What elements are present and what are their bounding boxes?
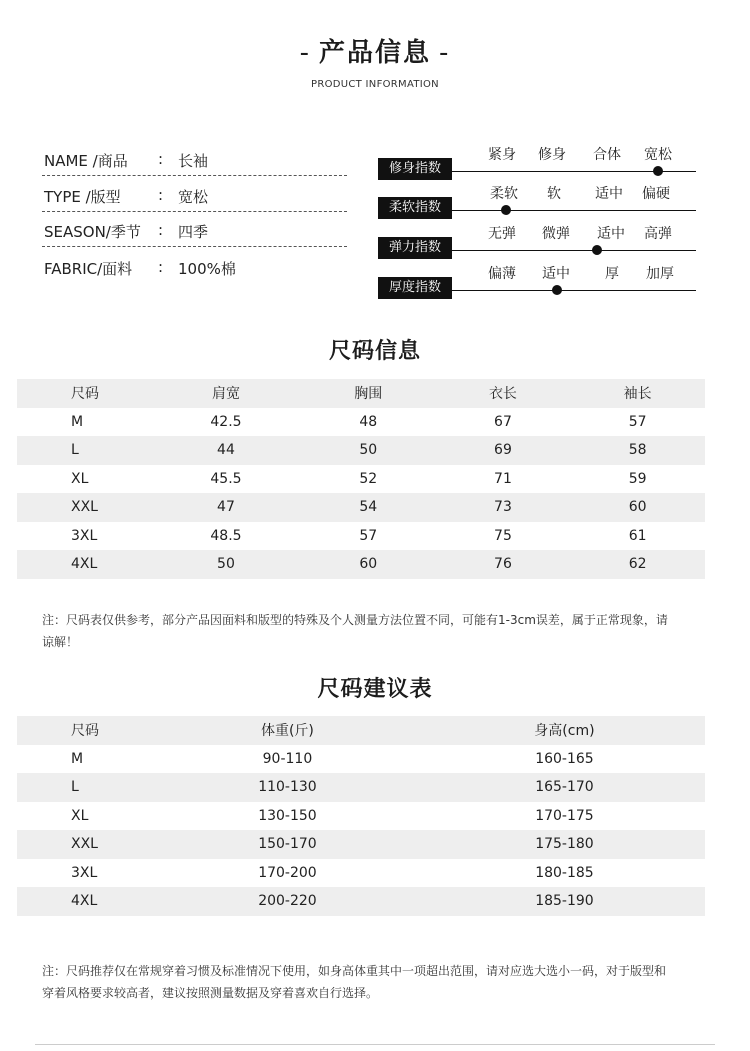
spec-label: SEASON/季节 — [44, 223, 141, 241]
spec-colon: : — [158, 186, 164, 204]
table-cell: 59 — [570, 465, 705, 494]
index-option: 微弹 — [542, 226, 570, 242]
table-header-cell: 尺码 — [17, 716, 151, 745]
table-cell: L — [17, 436, 151, 465]
index-label: 修身指数 — [378, 158, 452, 180]
index-option: 软 — [547, 186, 561, 202]
table-row — [17, 493, 705, 522]
index-selected-dot — [653, 166, 663, 176]
table-cell: 180-185 — [424, 859, 705, 888]
index-option: 紧身 — [488, 147, 516, 163]
table-row — [17, 465, 705, 494]
bottom-divider — [35, 1044, 715, 1045]
table-cell: 42.5 — [151, 408, 301, 437]
spec-value: 宽松 — [178, 188, 209, 206]
index-option: 适中 — [597, 226, 625, 242]
note-line: 注：尺码表仅供参考，部分产品因面料和版型的特殊及个人测量方法位置不同，可能有1-3cm误差，属于正常现象，请 — [42, 613, 668, 627]
table-header-row — [17, 716, 705, 745]
table-cell: 170-200 — [151, 859, 424, 888]
table-row — [17, 773, 705, 802]
note-line: 穿着风格要求较高者，建议按照测量数据及穿着喜欢自行选择。 — [42, 986, 379, 1000]
spec-label: TYPE /版型 — [44, 188, 121, 206]
index-option: 高弹 — [644, 226, 672, 242]
size-info-table — [17, 379, 705, 579]
table-cell: 4XL — [17, 550, 151, 579]
index-option: 厚 — [605, 266, 619, 282]
table-cell: 69 — [436, 436, 571, 465]
index-elasticity — [378, 223, 696, 261]
table-cell: 61 — [570, 522, 705, 551]
size-advice-table — [17, 716, 705, 916]
table-cell: 175-180 — [424, 830, 705, 859]
index-label: 厚度指数 — [378, 277, 452, 299]
table-row — [17, 802, 705, 831]
spec-row-fabric — [42, 258, 347, 284]
table-cell: 73 — [436, 493, 571, 522]
dashed-divider — [42, 175, 347, 176]
index-option: 加厚 — [646, 266, 674, 282]
table-cell: 62 — [570, 550, 705, 579]
table-cell: 160-165 — [424, 745, 705, 774]
table-header-cell: 体重(斤) — [151, 716, 424, 745]
table-cell: 3XL — [17, 522, 151, 551]
table-cell: XXL — [17, 830, 151, 859]
table-cell: 50 — [151, 550, 301, 579]
dashed-divider — [42, 211, 347, 212]
table-row — [17, 522, 705, 551]
title-dash-left: - — [299, 38, 311, 68]
table-cell: 54 — [301, 493, 436, 522]
table-header-cell: 肩宽 — [151, 379, 301, 408]
spec-value: 四季 — [178, 223, 209, 241]
title-text: 产品信息 — [318, 38, 431, 68]
index-option: 合体 — [593, 147, 621, 163]
table-cell: 44 — [151, 436, 301, 465]
table-cell: 67 — [436, 408, 571, 437]
table-cell: 185-190 — [424, 887, 705, 916]
table-row — [17, 745, 705, 774]
table-row — [17, 408, 705, 437]
table-cell: 47 — [151, 493, 301, 522]
spec-value: 100%棉 — [178, 260, 236, 278]
spec-row-type — [42, 186, 347, 212]
index-softness — [378, 183, 696, 221]
table-cell: 4XL — [17, 887, 151, 916]
index-option: 适中 — [595, 186, 623, 202]
index-selected-dot — [552, 285, 562, 295]
table-row — [17, 887, 705, 916]
table-cell: 90-110 — [151, 745, 424, 774]
spec-label: FABRIC/面料 — [44, 260, 133, 278]
table-cell: 150-170 — [151, 830, 424, 859]
table-header-cell: 身高(cm) — [424, 716, 705, 745]
index-option: 无弹 — [488, 226, 516, 242]
table-cell: 48 — [301, 408, 436, 437]
table-cell: 3XL — [17, 859, 151, 888]
table-cell: 76 — [436, 550, 571, 579]
table-cell: 57 — [570, 408, 705, 437]
table-cell: 60 — [301, 550, 436, 579]
spec-row-name — [42, 150, 347, 176]
index-option: 适中 — [542, 266, 570, 282]
spec-colon: : — [158, 258, 164, 276]
spec-label: NAME /商品 — [44, 152, 128, 170]
table-cell: M — [17, 745, 151, 774]
note-line: 注：尺码推荐仅在常规穿着习惯及标准情况下使用，如身高体重其中一项超出范围，请对应选大选小一码，对于版型和 — [42, 964, 667, 978]
spec-colon: : — [158, 221, 164, 239]
dashed-divider — [42, 246, 347, 247]
index-fit — [378, 144, 696, 182]
index-scale-line — [452, 210, 696, 211]
table-cell: 50 — [301, 436, 436, 465]
table-header-cell: 袖长 — [570, 379, 705, 408]
index-option: 柔软 — [490, 186, 518, 202]
table-cell: 60 — [570, 493, 705, 522]
table-cell: M — [17, 408, 151, 437]
table-header-row — [17, 379, 705, 408]
spec-colon: : — [158, 150, 164, 168]
table-cell: 57 — [301, 522, 436, 551]
page-subtitle: PRODUCT INFORMATION — [311, 79, 439, 90]
size-info-title: 尺码信息 — [328, 339, 421, 364]
table-cell: 130-150 — [151, 802, 424, 831]
table-cell: 200-220 — [151, 887, 424, 916]
note-line: 谅解！ — [42, 635, 79, 649]
size-info-note — [42, 609, 710, 653]
table-cell: 170-175 — [424, 802, 705, 831]
index-label: 弹力指数 — [378, 237, 452, 259]
index-selected-dot — [501, 205, 511, 215]
spec-value: 长袖 — [178, 152, 209, 170]
table-cell: XL — [17, 465, 151, 494]
table-row — [17, 436, 705, 465]
index-selected-dot — [592, 245, 602, 255]
table-cell: 71 — [436, 465, 571, 494]
size-advice-note — [42, 960, 710, 1004]
table-row — [17, 550, 705, 579]
table-cell: 110-130 — [151, 773, 424, 802]
table-cell: 52 — [301, 465, 436, 494]
table-cell: 58 — [570, 436, 705, 465]
table-header-cell: 尺码 — [17, 379, 151, 408]
size-advice-title: 尺码建议表 — [317, 677, 433, 702]
spec-row-season — [42, 221, 347, 247]
product-info-header — [0, 32, 750, 90]
table-cell: XXL — [17, 493, 151, 522]
table-cell: L — [17, 773, 151, 802]
table-header-cell: 衣长 — [436, 379, 571, 408]
title-dash-right: - — [439, 38, 451, 68]
index-option: 修身 — [538, 147, 566, 163]
index-scale-line — [452, 250, 696, 251]
table-cell: 48.5 — [151, 522, 301, 551]
table-header-cell: 胸围 — [301, 379, 436, 408]
index-option: 宽松 — [644, 147, 672, 163]
page-title — [0, 32, 750, 69]
index-option: 偏硬 — [642, 186, 670, 202]
index-option: 偏薄 — [488, 266, 516, 282]
table-cell: 75 — [436, 522, 571, 551]
table-cell: 165-170 — [424, 773, 705, 802]
table-row — [17, 830, 705, 859]
index-label: 柔软指数 — [378, 197, 452, 219]
table-row — [17, 859, 705, 888]
index-thickness — [378, 263, 696, 301]
table-cell: XL — [17, 802, 151, 831]
table-cell: 45.5 — [151, 465, 301, 494]
index-scale-line — [452, 290, 696, 291]
